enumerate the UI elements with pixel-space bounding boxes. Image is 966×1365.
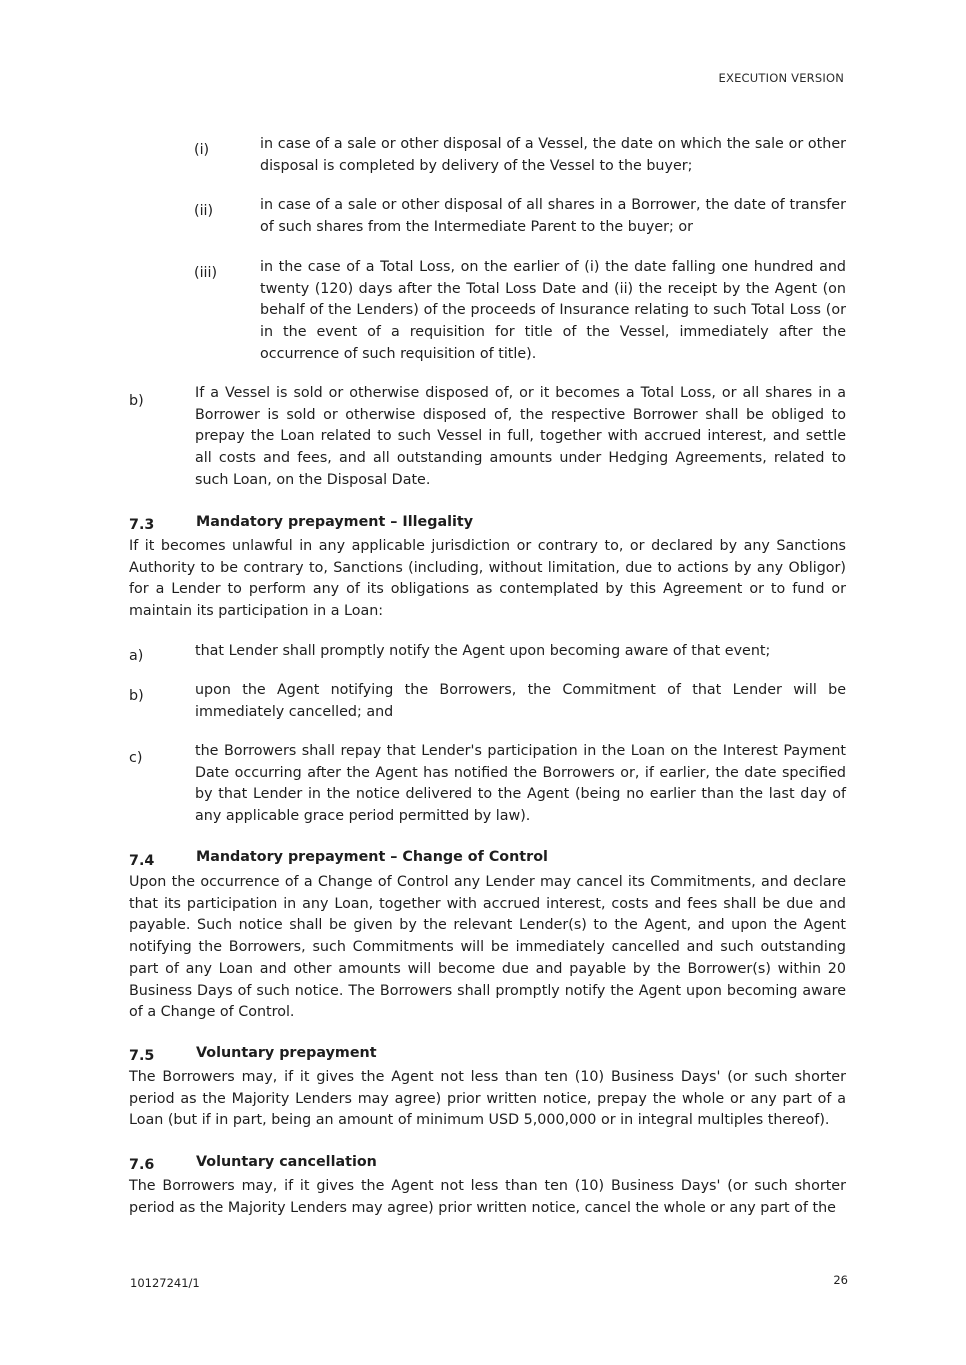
- sub-item-text: in the case of a Total Loss, on the earlier of (i) the date falling one hundred and twenty (120) days after the Total Loss Date and (ii) the receipt by the Agent (on behalf of the Lenders) of the proceeds of Insurance relating to such Total Loss (or in the event of a requisition for title of the Vessel, immediately after the occurrence of such requisition of title).: [260, 259, 846, 362]
- sub-item-number: (ii): [194, 203, 214, 219]
- document-id: 10127241/1: [130, 1276, 200, 1291]
- sub-item-number: (i): [194, 142, 210, 158]
- list-item-letter: b): [129, 688, 144, 704]
- list-item-letter: c): [129, 750, 143, 766]
- section-number: 7.4: [129, 853, 155, 869]
- section-title: Voluntary prepayment: [196, 1045, 377, 1061]
- list-item-text: that Lender shall promptly notify the Agent upon becoming aware of that event;: [195, 643, 771, 659]
- section-paragraph: Upon the occurrence of a Change of Control any Lender may cancel its Commitments, and declare that its participation in any Loan, together with accrued interest, costs and fees shall be due and payable. Such notice shall be given by the relevant Lender(s) to the Agent, and upon the Agent notifying the Borrowers, such Commitments will be immediately cancelled and such outstanding part of any Loan and other amounts will become due and payable by the Borrower(s) within 20 Business Days of such notice. The Borrowers shall promptly notify the Agent upon becoming aware of a Change of Control.: [129, 874, 846, 1021]
- section-number: 7.5: [129, 1048, 155, 1064]
- list-item-letter: b): [129, 393, 144, 409]
- section-number: 7.3: [129, 517, 155, 533]
- list-item-text: upon the Agent notifying the Borrowers, the Commitment of that Lender will be immediately cancelled; and: [195, 682, 846, 720]
- list-item-text: If a Vessel is sold or otherwise disposed of, or it becomes a Total Loss, or all shares in a Borrower is sold or otherwise disposed of, the respective Borrower shall be obliged to prepay the Loan related to such Vessel in full, together with accrued interest, and settle all costs and fees, and all outstanding amounts under Hedging Agreements, related to such Loan, on the Disposal Date.: [195, 385, 846, 488]
- section-paragraph: The Borrowers may, if it gives the Agent not less than ten (10) Business Days' (or such shorter period as the Majority Lenders may agree) prior written notice, prepay the whole or any part of a Loan (but if in part, being an amount of minimum USD 5,000,000 or in integral multiples thereof).: [129, 1069, 846, 1129]
- section-number: 7.6: [129, 1157, 155, 1173]
- execution-version-header: EXECUTION VERSION: [718, 71, 844, 85]
- list-item-text: the Borrowers shall repay that Lender's participation in the Loan on the Interest Payment Date occurring after the Agent has notified the Borrowers or, if earlier, the date specified by that Lender in the notice delivered to the Agent (being no earlier than the last day of any applicable grace period permitted by law).: [195, 743, 846, 825]
- section-title: Mandatory prepayment – Change of Control: [196, 849, 548, 865]
- sub-item-text: in case of a sale or other disposal of a Vessel, the date on which the sale or other disposal is completed by delivery of the Vessel to the buyer;: [260, 136, 846, 174]
- section-paragraph: If it becomes unlawful in any applicable jurisdiction or contrary to, or declared by any Sanctions Authority to be contrary to, Sanctions (including, without limitation, due to actions by any Obligor) for a Lender to perform any of its obligations as contemplated by this Agreement or to fund or maintain its participation in a Loan:: [129, 538, 846, 620]
- section-title: Mandatory prepayment – Illegality: [196, 514, 474, 530]
- section-paragraph: The Borrowers may, if it gives the Agent not less than ten (10) Business Days' (or such shorter period as the Majority Lenders may agree) prior written notice, cancel the whole or any part of the: [129, 1178, 846, 1216]
- sub-item-text: in case of a sale or other disposal of all shares in a Borrower, the date of transfer of such shares from the Intermediate Parent to the buyer; or: [260, 197, 846, 235]
- section-title: Voluntary cancellation: [196, 1154, 377, 1170]
- sub-item-number: (iii): [194, 265, 218, 281]
- page-number: 26: [833, 1273, 848, 1288]
- list-item-letter: a): [129, 648, 144, 664]
